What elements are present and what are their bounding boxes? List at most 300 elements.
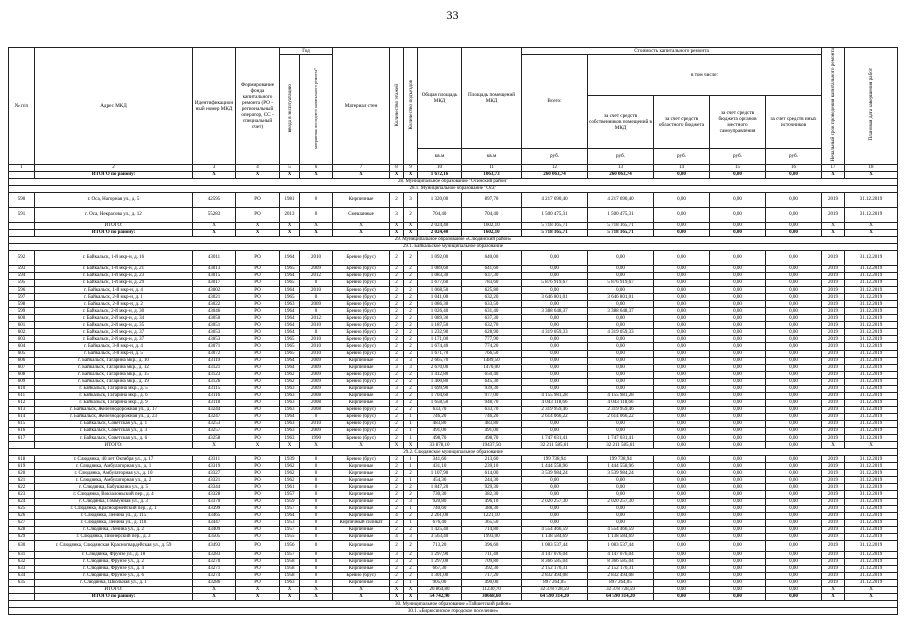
cell-col-11: 645,30 [462,378,522,385]
cell-col-8: 2 [390,378,404,385]
cell-col-15: 0,00 [710,428,766,435]
cell-col-5: X [280,222,300,229]
cell-col-6: 0 [300,512,333,519]
cell-col-9: 1 [404,519,418,526]
cell-col-16: 0,00 [766,343,822,350]
cell-col-14: 0,00 [654,171,710,178]
cell-col-18: 31.12.2019 [845,301,898,308]
cell-col-12: 4 217 690,40 [522,192,588,207]
cell-col-3: X [193,222,236,229]
cell-col-3: 43119 [193,357,236,364]
cell-col-5: 1961 [280,484,300,491]
cell-col-18: 31.12.2019 [845,565,898,572]
cell-col-6: 2009 [300,357,333,364]
cell-col-14: 0,00 [654,229,710,236]
cell-col-6: 2012 [300,273,333,280]
cell-col-16: 0,00 [766,222,822,229]
table-row [9,533,898,540]
cell-col-17: 2019 [822,477,845,484]
cell-col-10: 1 672,16 [418,171,462,178]
section-heading-row [9,449,898,456]
cell-col-2: г. Байкальск, 2-й мкр-н, д. 37 [35,329,193,336]
table-row [9,207,898,222]
cell-col-6: 2009 [300,428,333,435]
cell-col-5: 1957 [280,505,300,512]
cell-col-3: 43327 [193,470,236,477]
cell-col-11: 631,40 [462,308,522,315]
cell-col-4: РО [236,579,280,586]
cell-col-16: 0,00 [766,350,822,357]
cell-col-10: 498,70 [418,435,462,442]
header-id: Идентификацион ный номер МКД [193,48,236,165]
cell-col-12: 4 147 076,04 [522,551,588,558]
cell-col-18: 31.12.2019 [845,491,898,498]
cell-col-12: 0,00 [522,336,588,343]
cell-col-5: X [280,587,300,594]
section-heading: 30. Муниципальное образование «Тайшетский район» [9,601,898,608]
cell-col-3: 43071 [193,343,236,350]
cell-col-14: 0,00 [654,519,710,526]
cell-col-4: РО [236,512,280,519]
cell-col-14: 0,00 [654,594,710,601]
cell-col-4: РО [236,558,280,565]
cell-col-11: 614,00 [462,470,522,477]
cell-col-7: Бревно (брус) [333,265,390,272]
table-row [9,192,898,207]
cell-col-14: 0,00 [654,587,710,594]
cell-col-9: 2 [404,301,418,308]
cell-col-18: 31.12.2019 [845,519,898,526]
table-row [9,579,898,586]
cell-col-3: 43311 [193,456,236,463]
cell-col-4: РО [236,470,280,477]
cell-col-12: 0,00 [522,420,588,427]
cell-col-12: 32 378 728,59 [522,587,588,594]
cell-col-5: 1981 [280,192,300,207]
cell-col-1 [9,587,35,594]
cell-col-3: 43002 [193,287,236,294]
cell-col-3: 43015 [193,273,236,280]
cell-col-12: 260 063,74 [522,171,588,178]
cell-col-11: 640,00 [462,250,522,265]
cell-col-10: 1 187,50 [418,322,462,329]
cell-col-17: X [822,222,845,229]
cell-col-7: Кирпичные [333,470,390,477]
cell-col-7: X [333,594,390,601]
cell-col-11: 929,30 [462,484,522,491]
cell-col-5: 1964 [280,364,300,371]
cell-col-14: 0,00 [654,558,710,565]
cell-col-9: 3 [404,498,418,505]
cell-col-7: Кирпичные [333,526,390,533]
cell-col-16: 0,00 [766,301,822,308]
cell-col-1: 610 [9,385,35,392]
cell-col-1: 620 [9,470,35,477]
cell-col-9: 2 [404,399,418,406]
cell-col-2: г. Байкальск, 2-й мкр-н, д. 30 [35,308,193,315]
cell-col-9: 2 [404,378,418,385]
cell-col-5: 1957 [280,491,300,498]
cell-col-16: 0,00 [766,406,822,413]
cell-col-14: 0,00 [654,192,710,207]
cell-col-11: 1063,73 [462,171,522,178]
cell-col-4: РО [236,385,280,392]
cell-col-2: ИТОГО: [35,587,193,594]
cell-col-16: 0,00 [766,357,822,364]
cell-col-5: X [280,171,300,178]
cell-col-14: 0,00 [654,526,710,533]
section-heading: 29.2. Слюдянское муниципальное образование [9,449,898,456]
cell-col-17: 2019 [822,512,845,519]
cell-col-17: 2019 [822,420,845,427]
cell-col-15: 0,00 [710,533,766,540]
cell-col-18: 31.12.2019 [845,308,898,315]
cell-col-18: 31.12.2019 [845,463,898,470]
cell-col-11: 939,30 [462,385,522,392]
cell-col-7: Кирпичные [333,484,390,491]
table-row [9,378,898,385]
cell-col-8: 3 [390,399,404,406]
cell-col-16: 0,00 [766,287,822,294]
cell-col-6: 2009 [300,371,333,378]
table-row [9,350,898,357]
cell-col-12: 5 718 165,71 [522,222,588,229]
table-row [9,280,898,287]
cell-col-14: 0,00 [654,498,710,505]
cell-col-12: 64 590 314,20 [522,594,588,601]
cell-col-1: 598 [9,301,35,308]
cell-col-11: 777,90 [462,336,522,343]
cell-col-2: г. Слюдянка, Ленина ул., д. 2 [35,526,193,533]
cell-col-8: 2 [390,192,404,207]
cell-col-2: ИТОГО по району: [35,594,193,601]
cell-col-1: 634 [9,572,35,579]
cell-col-15: 0,00 [710,294,766,301]
table-row [9,315,898,322]
cell-col-12: 0,00 [522,428,588,435]
table-row [9,343,898,350]
cell-col-5: 1964 [280,308,300,315]
cell-col-18: 31.12.2019 [845,551,898,558]
header-num: № п/п [9,48,35,165]
cell-col-4: РО [236,456,280,463]
cell-col-6: 0 [300,413,333,420]
cell-col-10: 740,60 [418,505,462,512]
cell-col-18: 31.12.2019 [845,322,898,329]
cell-col-16: 0,00 [766,392,822,399]
section-heading: 28. Муниципальное образование "Осинский район" [9,178,898,185]
cell-col-15: 0,00 [710,308,766,315]
cell-col-11: 496,10 [462,498,522,505]
cell-col-16: 0,00 [766,322,822,329]
cell-col-18: 31.12.2019 [845,287,898,294]
cell-col-14: 0,00 [654,413,710,420]
cell-col-2: г. Байкальск, Железнодорожная ул., д. 23 [35,413,193,420]
cell-col-11: 897,70 [462,192,522,207]
cell-col-12: 0,00 [522,287,588,294]
cell-col-6: 2008 [300,392,333,399]
cell-col-14: 0,00 [654,399,710,406]
cell-col-12: 0,00 [522,484,588,491]
cell-col-11: 382,30 [462,491,522,498]
cell-col-13: 4 147 076,04 [588,551,654,558]
cell-col-2: г. Слюдянка, Пионерский пер., д. 3 [35,533,193,540]
header-other: за счет средств иных источников [766,95,822,148]
cell-col-1: 632 [9,558,35,565]
header-year-commission: ввода в эксплуатацию [280,55,300,165]
cell-col-10: 1 704,60 [418,392,462,399]
page-number: 33 [446,8,459,22]
cell-col-3: 43286 [193,579,236,586]
cell-col-3: 43328 [193,491,236,498]
cell-col-12: 4 043 118,66 [522,399,588,406]
cell-col-11: 783,60 [462,280,522,287]
cell-col-18: 31.12.2019 [845,343,898,350]
cell-col-18: X [845,587,898,594]
cell-col-13: 2 020 257,30 [588,498,654,505]
cell-col-3: 43505 [193,533,236,540]
cell-col-12: 5 876 919,67 [522,280,588,287]
cell-col-16: 0,00 [766,250,822,265]
header-total-area: Общая площадь МКД [418,48,462,149]
cell-col-8: 2 [390,322,404,329]
cell-col-4: РО [236,491,280,498]
cell-col-18: 31.12.2019 [845,207,898,222]
cell-col-15: 0,00 [710,491,766,498]
cell-col-4: РО [236,392,280,399]
cell-col-7: X [333,442,390,449]
cell-col-18: 31.12.2019 [845,428,898,435]
cell-col-5: 1962 [280,463,300,470]
cell-col-13: 32 378 728,59 [588,587,654,594]
cell-col-15: 0,00 [710,222,766,229]
cell-col-7: Бревно (брус) [333,322,390,329]
cell-col-2: г. Слюдянка, Красноармейский пер., д. 1 [35,505,193,512]
cell-col-4: РО [236,477,280,484]
cell-col-10: 667,30 [418,565,462,572]
cell-col-13: 0,00 [588,301,654,308]
cell-col-15: 0,00 [710,484,766,491]
cell-col-9: X [404,587,418,594]
cell-col-13: 3 388 648,37 [588,308,654,315]
cell-col-17: 2019 [822,371,845,378]
cell-col-10: 746,20 [418,413,462,420]
column-number: 4 [236,164,280,171]
cell-col-18: 31.12.2019 [845,294,898,301]
cell-col-7: Бревно (брус) [333,336,390,343]
table-row [9,294,898,301]
cell-col-5: 1965 [280,343,300,350]
cell-col-10: 920,80 [418,498,462,505]
cell-col-8: 4 [390,533,404,540]
header-owners: за счет средств собственников помещений в МКД [588,95,654,148]
cell-col-12: 0,00 [522,491,588,498]
header-planned-date: Плановая дата завершения работ [845,48,898,165]
cell-col-13: 0,00 [588,519,654,526]
cell-col-13: 0,00 [588,350,654,357]
cell-col-2: ИТОГО по району: [35,229,193,236]
cell-col-7: Бревно (брус) [333,378,390,385]
section-heading: 29.1. Байкальское муниципальное образование [9,243,898,250]
cell-col-10: 1 699,90 [418,385,462,392]
cell-col-6: 0 [300,572,333,579]
cell-col-5: 1958 [280,572,300,579]
cell-col-7: Кирпичные [333,579,390,586]
cell-col-7: Кирпичные [333,385,390,392]
cell-col-5: X [280,442,300,449]
cell-col-13: 5 718 165,71 [588,222,654,229]
table-row [9,357,898,364]
cell-col-4: РО [236,287,280,294]
cell-col-1: 599 [9,308,35,315]
cell-col-3: 42595 [193,192,236,207]
cell-col-14: 0,00 [654,250,710,265]
cell-col-9: 2 [404,273,418,280]
cell-col-10: 1 412,80 [418,371,462,378]
cell-col-4: РО [236,435,280,442]
cell-col-5: 1964 [280,413,300,420]
cell-col-10: 905,00 [418,579,462,586]
cell-col-11: 1602,10 [462,222,522,229]
cell-col-16: 0,00 [766,579,822,586]
cell-col-4: РО [236,463,280,470]
cell-col-2: г. Байкальск, 1-й мкр-н, д. 29 [35,280,193,287]
cell-col-16: 0,00 [766,512,822,519]
cell-col-16: 0,00 [766,385,822,392]
cell-col-10: 431,10 [418,463,462,470]
cell-col-17: 2019 [822,484,845,491]
cell-col-4: X [236,442,280,449]
cell-col-5: 1963 [280,420,300,427]
cell-col-9: 2 [404,294,418,301]
cell-col-16: 0,00 [766,484,822,491]
cell-col-11: 388,30 [462,505,522,512]
cell-col-2: г. Байкальск, Гагарина мкр., д. 9 [35,399,193,406]
cell-col-1: 619 [9,463,35,470]
cell-col-13: 2 614 066,22 [588,413,654,420]
cell-col-1: 615 [9,420,35,427]
cell-col-13: 897 264,05 [588,579,654,586]
cell-col-4: РО [236,357,280,364]
cell-col-2: г. Байкальск, 1-й мкр-н, д. 21 [35,265,193,272]
cell-col-8: 2 [390,336,404,343]
cell-col-8: X [390,587,404,594]
cell-col-1: 629 [9,533,35,540]
cell-col-8: 2 [390,273,404,280]
cell-col-12: 0,00 [522,364,588,371]
column-number: 11 [462,164,522,171]
cell-col-13: 5 876 919,67 [588,280,654,287]
cell-col-9: 2 [404,558,418,565]
cell-col-1 [9,594,35,601]
cell-col-3: 43321 [193,477,236,484]
cell-col-5: 1964 [280,512,300,519]
cell-col-8: 2 [390,301,404,308]
table-row [9,519,898,526]
cell-col-7: Кирпичные [333,512,390,519]
table-row [9,477,898,484]
cell-col-9: 3 [404,533,418,540]
cell-col-10: 1 107,90 [418,470,462,477]
cell-col-4: РО [236,498,280,505]
cell-col-15: 0,00 [710,512,766,519]
cell-col-17: X [822,229,845,236]
cell-col-4: РО [236,315,280,322]
cell-col-13: 0,00 [588,273,654,280]
table-row [9,565,898,572]
cell-col-17: 2019 [822,336,845,343]
cell-col-18: 31.12.2019 [845,392,898,399]
table-row [9,435,898,442]
cell-col-10: 1 847,20 [418,484,462,491]
cell-col-12: 1 083 537,44 [522,540,588,551]
cell-col-15: 0,00 [710,572,766,579]
cell-col-13: 0,00 [588,505,654,512]
cell-col-11: 977,00 [462,392,522,399]
cell-col-5: 2013 [280,207,300,222]
cell-col-1: 594 [9,273,35,280]
cell-col-8: 2 [390,540,404,551]
cell-col-12: 4 554 466,59 [522,526,588,533]
header-including: в том числе: [588,55,822,96]
cell-col-4: РО [236,428,280,435]
cell-col-18: 31.12.2019 [845,265,898,272]
cell-col-10: 2 024,40 [418,222,462,229]
cell-col-6: 2008 [300,399,333,406]
cell-col-16: 0,00 [766,470,822,477]
cell-col-7: Бревно (брус) [333,250,390,265]
cell-col-5: 1957 [280,551,300,558]
district-total-row [9,594,898,601]
cell-col-3: 43123 [193,371,236,378]
cell-col-3: X [193,442,236,449]
cell-col-5: 1965 [280,350,300,357]
cell-col-10: 1 320,00 [418,192,462,207]
cell-col-4: РО [236,572,280,579]
cell-col-10: 1 026,40 [418,308,462,315]
cell-col-15: 0,00 [710,350,766,357]
cell-col-15: 0,00 [710,392,766,399]
table-row [9,551,898,558]
cell-col-1: 621 [9,477,35,484]
cell-col-15: 0,00 [710,477,766,484]
cell-col-14: 0,00 [654,265,710,272]
cell-col-2: г. Слюдянка, 40 лет Октября ул., д. 17 [35,456,193,463]
table-row [9,265,898,272]
cell-col-3: 43319 [193,463,236,470]
cell-col-18: 31.12.2019 [845,350,898,357]
cell-col-14: 0,00 [654,357,710,364]
cell-col-9: 2 [404,287,418,294]
cell-col-8: 2 [390,294,404,301]
cell-col-10: 1 089,60 [418,265,462,272]
cell-col-8: 2 [390,343,404,350]
cell-col-4: РО [236,343,280,350]
cell-col-3: 43053 [193,336,236,343]
header-floors: Количество этажей [390,48,404,165]
cell-col-3: 55283 [193,207,236,222]
cell-col-17: 2019 [822,273,845,280]
cell-col-18: X [845,442,898,449]
cell-col-7: X [333,587,390,594]
cell-col-13: 1 444 558,96 [588,463,654,470]
cell-col-12: 4 155 981,28 [522,392,588,399]
cell-col-11: 633,50 [462,301,522,308]
cell-col-3: 43465 [193,512,236,519]
cell-col-15: 0,00 [710,265,766,272]
cell-col-4: РО [236,551,280,558]
cell-col-15: 0,00 [710,357,766,364]
